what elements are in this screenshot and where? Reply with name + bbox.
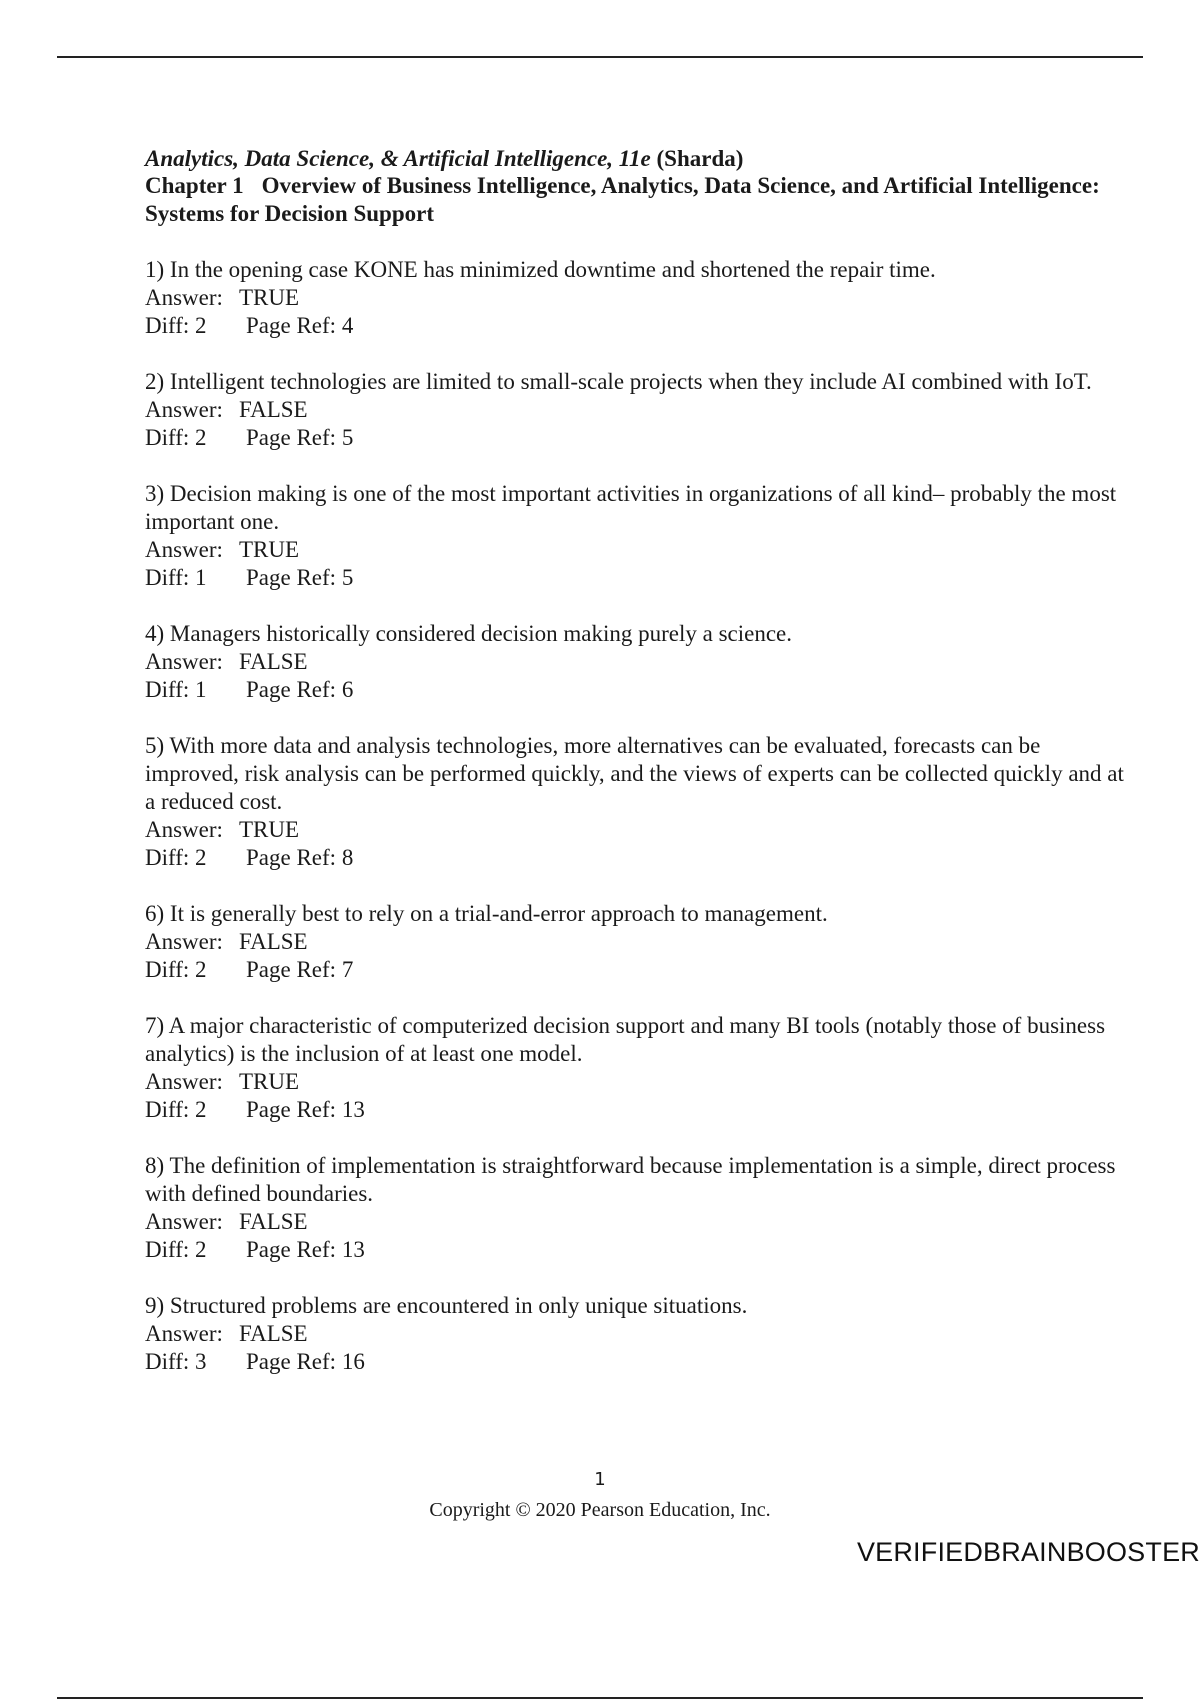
book-title	[145, 146, 1125, 172]
question-item	[145, 1152, 1125, 1264]
question-item	[145, 480, 1125, 592]
question-text	[145, 368, 1125, 396]
chapter-heading	[145, 172, 1125, 228]
question-text	[145, 620, 1125, 648]
page-ref-value: 8	[341, 845, 354, 870]
question-number: 6)	[145, 901, 165, 926]
diff-label: Diff:	[145, 565, 190, 590]
meta-line	[145, 1236, 1125, 1264]
answer-label: Answer:	[145, 929, 223, 954]
question-number: 3)	[145, 481, 165, 506]
meta-line	[145, 564, 1125, 592]
meta-line	[145, 1348, 1125, 1376]
diff-label: Diff:	[145, 677, 190, 702]
page-ref-label: Page Ref:	[246, 1349, 337, 1374]
page-ref-value: 16	[341, 1349, 365, 1374]
answer-value: FALSE	[239, 397, 308, 422]
answer-value: TRUE	[239, 1069, 300, 1094]
question-statement: Decision making is one of the most important activities in organizations of all kind– probably the most important one.	[145, 481, 1117, 534]
diff-label: Diff:	[145, 1237, 190, 1262]
question-statement: In the opening case KONE has minimized downtime and shortened the repair time.	[169, 257, 936, 282]
question-number: 8)	[145, 1153, 165, 1178]
diff-label: Diff:	[145, 845, 190, 870]
answer-label: Answer:	[145, 1069, 223, 1094]
question-text	[145, 900, 1125, 928]
answer-value: FALSE	[239, 1209, 308, 1234]
diff-label: Diff:	[145, 1097, 190, 1122]
answer-line	[145, 1320, 1125, 1348]
page-ref-label: Page Ref:	[246, 565, 337, 590]
meta-line	[145, 844, 1125, 872]
document-body	[145, 146, 1125, 1404]
book-author: (Sharda)	[656, 146, 744, 171]
meta-line	[145, 956, 1125, 984]
answer-value: TRUE	[239, 285, 300, 310]
page-ref-label: Page Ref:	[246, 845, 337, 870]
diff-value: 2	[195, 845, 207, 870]
question-statement: The definition of implementation is straightforward because implementation is a simple, direct process with defined boundaries.	[145, 1153, 1116, 1206]
diff-label: Diff:	[145, 1349, 190, 1374]
diff-group	[145, 312, 246, 340]
meta-line	[145, 676, 1125, 704]
answer-value: FALSE	[239, 1321, 308, 1346]
answer-line	[145, 284, 1125, 312]
diff-value: 2	[195, 957, 207, 982]
answer-line	[145, 1208, 1125, 1236]
question-statement: With more data and analysis technologies, more alternatives can be evaluated, forecasts can be improved, risk analysis can be performed quickly, and the views of experts can be collected quickly and at a reduced cost.	[145, 733, 1124, 814]
question-item	[145, 368, 1125, 452]
page-ref-label: Page Ref:	[246, 1097, 337, 1122]
meta-line	[145, 312, 1125, 340]
answer-value: FALSE	[239, 929, 308, 954]
page-ref-value: 4	[341, 313, 354, 338]
diff-label: Diff:	[145, 957, 190, 982]
question-item	[145, 1292, 1125, 1376]
question-item	[145, 900, 1125, 984]
page-ref-value: 5	[341, 425, 354, 450]
diff-value: 2	[195, 313, 207, 338]
top-rule	[57, 56, 1143, 58]
answer-line	[145, 536, 1125, 564]
answer-line	[145, 928, 1125, 956]
answer-line	[145, 648, 1125, 676]
question-statement: Intelligent technologies are limited to small-scale projects when they include AI combined with IoT.	[169, 369, 1092, 394]
diff-value: 2	[195, 1097, 207, 1122]
page-ref-label: Page Ref:	[246, 677, 337, 702]
answer-label: Answer:	[145, 397, 223, 422]
answer-label: Answer:	[145, 817, 223, 842]
question-item	[145, 1012, 1125, 1124]
diff-value: 1	[195, 565, 207, 590]
page-ref-value: 13	[341, 1097, 365, 1122]
question-statement: A major characteristic of computerized decision support and many BI tools (notably those of business analytics) is the inclusion of at least one model.	[145, 1013, 1106, 1066]
question-text	[145, 1012, 1125, 1068]
question-number: 5)	[145, 733, 165, 758]
diff-group	[145, 1348, 246, 1376]
book-title-italic: Analytics, Data Science, & Artificial Intelligence, 11e	[145, 146, 651, 171]
diff-group	[145, 564, 246, 592]
answer-line	[145, 1068, 1125, 1096]
diff-group	[145, 956, 246, 984]
page-ref-value: 5	[341, 565, 354, 590]
diff-group	[145, 844, 246, 872]
answer-line	[145, 396, 1125, 424]
answer-label: Answer:	[145, 649, 223, 674]
answer-line	[145, 816, 1125, 844]
question-number: 2)	[145, 369, 165, 394]
answer-value: TRUE	[239, 817, 300, 842]
diff-value: 1	[195, 677, 207, 702]
answer-label: Answer:	[145, 537, 223, 562]
question-number: 9)	[145, 1293, 165, 1318]
diff-value: 2	[195, 425, 207, 450]
page-ref-value: 6	[341, 677, 354, 702]
question-text	[145, 480, 1125, 536]
diff-label: Diff:	[145, 313, 190, 338]
page-ref-label: Page Ref:	[246, 313, 337, 338]
question-list	[145, 256, 1125, 1376]
diff-group	[145, 1096, 246, 1124]
question-text	[145, 732, 1125, 816]
watermark: VERIFIEDBRAINBOOSTER	[856, 1537, 1200, 1567]
diff-label: Diff:	[145, 425, 190, 450]
answer-label: Answer:	[145, 1209, 223, 1234]
diff-group	[145, 424, 246, 452]
chapter-number: Chapter 1	[145, 173, 244, 198]
bottom-rule	[57, 1697, 1143, 1699]
question-item	[145, 256, 1125, 340]
page-ref-label: Page Ref:	[246, 957, 337, 982]
diff-value: 3	[195, 1349, 207, 1374]
diff-group	[145, 676, 246, 704]
page-ref-label: Page Ref:	[246, 425, 337, 450]
question-item	[145, 620, 1125, 704]
diff-group	[145, 1236, 246, 1264]
question-item	[145, 732, 1125, 872]
page-ref-value: 7	[341, 957, 354, 982]
question-number: 7)	[145, 1013, 165, 1038]
answer-value: TRUE	[239, 537, 300, 562]
question-number: 1)	[145, 257, 165, 282]
answer-value: FALSE	[239, 649, 308, 674]
meta-line	[145, 424, 1125, 452]
diff-value: 2	[195, 1237, 207, 1262]
page-number: 1	[594, 1469, 606, 1490]
question-statement: It is generally best to rely on a trial-and-error approach to management.	[169, 901, 828, 926]
answer-label: Answer:	[145, 285, 223, 310]
question-statement: Structured problems are encountered in only unique situations.	[169, 1293, 748, 1318]
meta-line	[145, 1096, 1125, 1124]
chapter-title: Overview of Business Intelligence, Analytics, Data Science, and Artificial Intelligence: Systems for Decision Support	[145, 173, 1100, 226]
page-ref-value: 13	[341, 1237, 365, 1262]
page-ref-label: Page Ref:	[246, 1237, 337, 1262]
copyright: Copyright © 2020 Pearson Education, Inc.	[429, 1499, 771, 1521]
question-number: 4)	[145, 621, 165, 646]
question-text	[145, 1152, 1125, 1208]
question-statement: Managers historically considered decision making purely a science.	[169, 621, 792, 646]
question-text	[145, 1292, 1125, 1320]
question-text	[145, 256, 1125, 284]
answer-label: Answer:	[145, 1321, 223, 1346]
